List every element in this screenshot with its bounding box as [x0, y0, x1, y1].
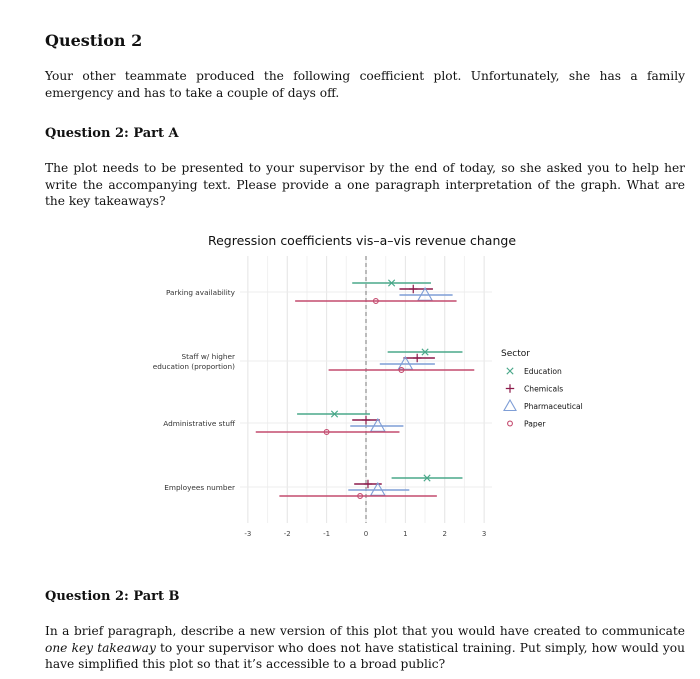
part-b-text-1: In a brief paragraph, describe a new version of this plot that you would have created to communicate [45, 624, 685, 638]
part-b-text-2: to your supervisor who does not have statistical training. Put simply, how would you have simplified this plot so that it’s accessible to a broad public? [45, 640, 685, 671]
part-a-heading: Question 2: Part A [45, 126, 179, 141]
y-category-label: Staff w/ higher [181, 352, 235, 361]
x-tick-label: 3 [481, 530, 487, 538]
part-b-emphasis: one key takeaway [45, 640, 156, 655]
y-category-label: Parking availability [165, 288, 235, 297]
part-b-heading: Question 2: Part B [45, 589, 180, 604]
legend-label: Chemicals [524, 384, 564, 394]
legend-title: Sector [501, 349, 530, 359]
coefficient-point [371, 483, 385, 495]
part-a-text: The plot needs to be presented to your supervisor by the end of today, so she asked you to help her write the accompanying text. Please provide a one paragraph interpretation of the graph. What are the key takeaways? [45, 161, 685, 208]
x-tick-label: -1 [323, 530, 331, 538]
legend-label: Pharmaceutical [524, 402, 583, 411]
legend-key [504, 400, 516, 411]
x-tick-label: -2 [283, 530, 291, 538]
x-tick-label: 2 [442, 530, 447, 538]
x-tick-label: 0 [363, 530, 369, 538]
legend-label: Education [524, 367, 562, 376]
x-tick-label: -3 [244, 530, 252, 538]
part-b-text [45, 623, 685, 673]
legend-key [506, 384, 514, 392]
legend-label: Paper [524, 419, 546, 429]
legend-key [508, 421, 513, 426]
x-tick-label: 1 [403, 530, 408, 538]
coefficient-plot-svg [140, 228, 620, 548]
y-category-label: Employees number [164, 483, 235, 492]
chart-title: Regression coefficients vis–a–vis revenue change [207, 233, 517, 248]
legend-key [507, 368, 513, 374]
y-category-label: education (proportion) [152, 362, 235, 371]
question-intro: Your other teammate produced the following coefficient plot. Unfortunately, she has a family emergency and has to take a couple of days off. [45, 69, 685, 100]
coefficient-point [371, 419, 385, 431]
y-category-label: Administrative stuff [163, 419, 235, 428]
coefficient-plot [140, 228, 620, 548]
question-heading: Question 2 [45, 31, 143, 50]
